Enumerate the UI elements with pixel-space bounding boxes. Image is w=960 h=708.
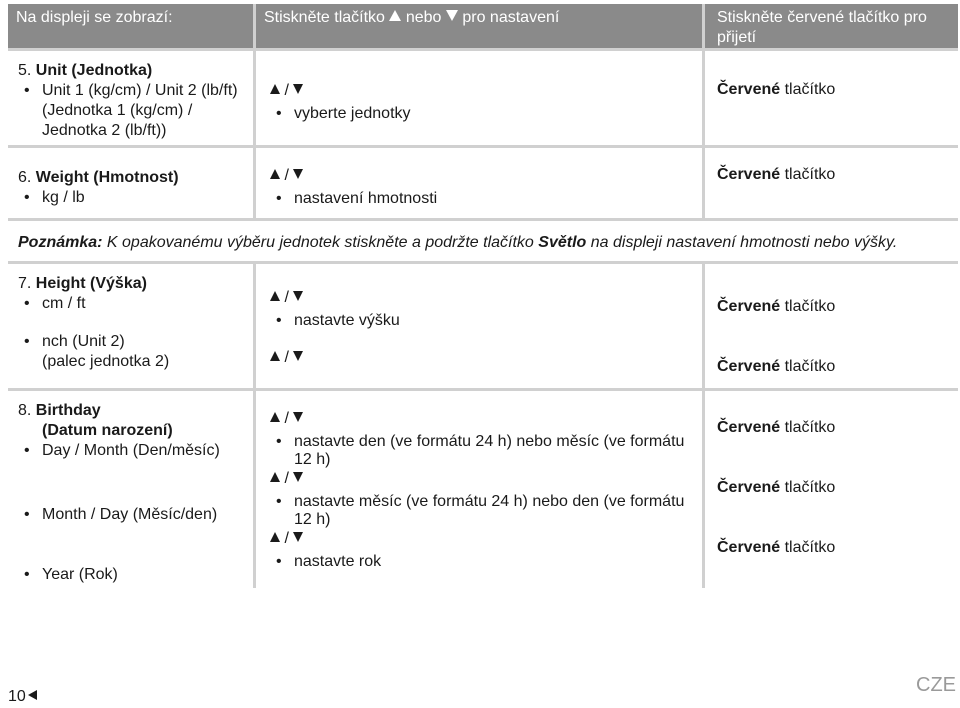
section5-title: Unit (Jednotka) [35, 62, 153, 79]
slash-separator: / [284, 289, 289, 306]
left-triangle-icon [28, 690, 37, 700]
header-display-column [8, 4, 253, 48]
down-arrow-icon [293, 169, 303, 179]
red-button-rest: tlačítko [780, 419, 836, 436]
section8-bullet1: • Day / Month (Den/měsíc) [18, 441, 220, 461]
slash-separator: / [284, 167, 289, 184]
section6-number: 6. [18, 169, 32, 186]
section8-action2: • nastavte měsíc (ve formátu 24 h) nebo den (ve formátu 12 h) [270, 493, 702, 529]
section7-action-cell [256, 264, 702, 388]
header-press-column [256, 4, 702, 48]
header-accept-column [705, 4, 958, 48]
section5-action-cell [256, 51, 702, 145]
red-button-rest: tlačítko [780, 539, 836, 556]
note-cell [8, 221, 958, 261]
section7-accept-cell [705, 264, 958, 388]
section7-bullet2-line2: (palec jednotka 2) [42, 353, 170, 370]
down-arrow-icon [446, 10, 458, 21]
slash-separator: / [284, 82, 289, 99]
red-button-rest: tlačítko [780, 358, 836, 375]
note-text-before: K opakovanému výběru jednotek stiskněte a podržte tlačítko [102, 234, 539, 251]
section5-number: 5. [18, 62, 32, 79]
section6-accept-cell [705, 148, 958, 218]
red-button-label: Červené [717, 539, 781, 556]
up-arrow-icon [270, 169, 280, 179]
language-code: CZE [916, 674, 956, 696]
section6-action-cell [256, 148, 702, 218]
down-arrow-icon [293, 351, 303, 361]
section8-number: 8. [18, 402, 32, 419]
header-press-text: Stiskněte tlačítko [264, 9, 385, 26]
section7-title: Height (Výška) [35, 275, 147, 292]
red-button-label: Červené [717, 298, 781, 315]
red-button-label: Červené [717, 166, 781, 183]
header-or-text: nebo [405, 9, 442, 26]
red-button-label: Červené [717, 81, 781, 98]
header-setting-text: pro nastavení [462, 9, 560, 26]
section5-bullet-line3: Jednotka 2 (lb/ft)) [42, 122, 167, 139]
header-accept-line2: přijetí [717, 29, 757, 46]
section7-bullet2-line1: • nch (Unit 2) [42, 333, 125, 350]
up-arrow-icon [270, 351, 280, 361]
section8-display-cell [8, 391, 253, 588]
down-arrow-icon [293, 532, 303, 542]
section5-bullet [18, 81, 248, 141]
red-button-label: Červené [717, 479, 781, 496]
page-number-text: 10 [8, 688, 26, 705]
section6-display-cell [8, 148, 253, 218]
section8-bullet2: • Month / Day (Měsíc/den) [18, 505, 217, 525]
red-button-rest: tlačítko [780, 166, 836, 183]
note-light-button: Světlo [538, 234, 587, 251]
section6-bullet: • kg / lb [18, 188, 179, 208]
down-arrow-icon [293, 84, 303, 94]
page-number [8, 688, 37, 706]
note-text-after: na displeji nastavení hmotnosti nebo výšky. [586, 234, 898, 251]
note-label: Poznámka: [18, 234, 103, 251]
section5-action: • vyberte jednotky [270, 105, 411, 123]
section6-action: • nastavení hmotnosti [270, 190, 437, 208]
section6-title: Weight (Hmotnost) [35, 169, 179, 186]
up-arrow-icon [270, 412, 280, 422]
up-arrow-icon [270, 532, 280, 542]
down-arrow-icon [293, 412, 303, 422]
up-arrow-icon [270, 291, 280, 301]
header-accept-line1: Stiskněte červené tlačítko pro [717, 9, 927, 26]
down-arrow-icon [293, 291, 303, 301]
red-button-rest: tlačítko [780, 479, 836, 496]
up-arrow-icon [270, 472, 280, 482]
slash-separator: / [284, 349, 289, 366]
instruction-table [8, 4, 958, 588]
section8-accept-cell [705, 391, 958, 588]
up-arrow-icon [270, 84, 280, 94]
section8-subtitle: (Datum narození) [42, 422, 173, 439]
section7-bullet1: • cm / ft [18, 294, 169, 314]
red-button-rest: tlačítko [780, 81, 836, 98]
section8-title: Birthday [35, 402, 101, 419]
red-button-label: Červené [717, 419, 781, 436]
note-text [18, 233, 897, 253]
section7-display-cell [8, 264, 253, 388]
section8-action1: • nastavte den (ve formátu 24 h) nebo měsíc (ve formátu 12 h) [270, 433, 702, 469]
section5-bullet-line2: (Jednotka 1 (kg/cm) / [42, 102, 193, 119]
slash-separator: / [284, 530, 289, 547]
section5-display-cell [8, 51, 253, 145]
down-arrow-icon [293, 472, 303, 482]
section5-accept-cell [705, 51, 958, 145]
red-button-rest: tlačítko [780, 298, 836, 315]
slash-separator: / [284, 470, 289, 487]
section8-bullet3: • Year (Rok) [18, 565, 118, 585]
section7-action1: • nastavte výšku [270, 312, 400, 330]
slash-separator: / [284, 410, 289, 427]
section7-number: 7. [18, 275, 32, 292]
section5-bullet-line1: • Unit 1 (kg/cm) / Unit 2 (lb/ft) [42, 82, 238, 99]
section8-action-cell [256, 391, 702, 588]
section7-bullet2 [18, 332, 169, 372]
section8-action3: • nastavte rok [270, 553, 381, 571]
header-display-text: Na displeji se zobrazí: [16, 9, 173, 26]
red-button-label: Červené [717, 358, 781, 375]
up-arrow-icon [389, 10, 401, 21]
